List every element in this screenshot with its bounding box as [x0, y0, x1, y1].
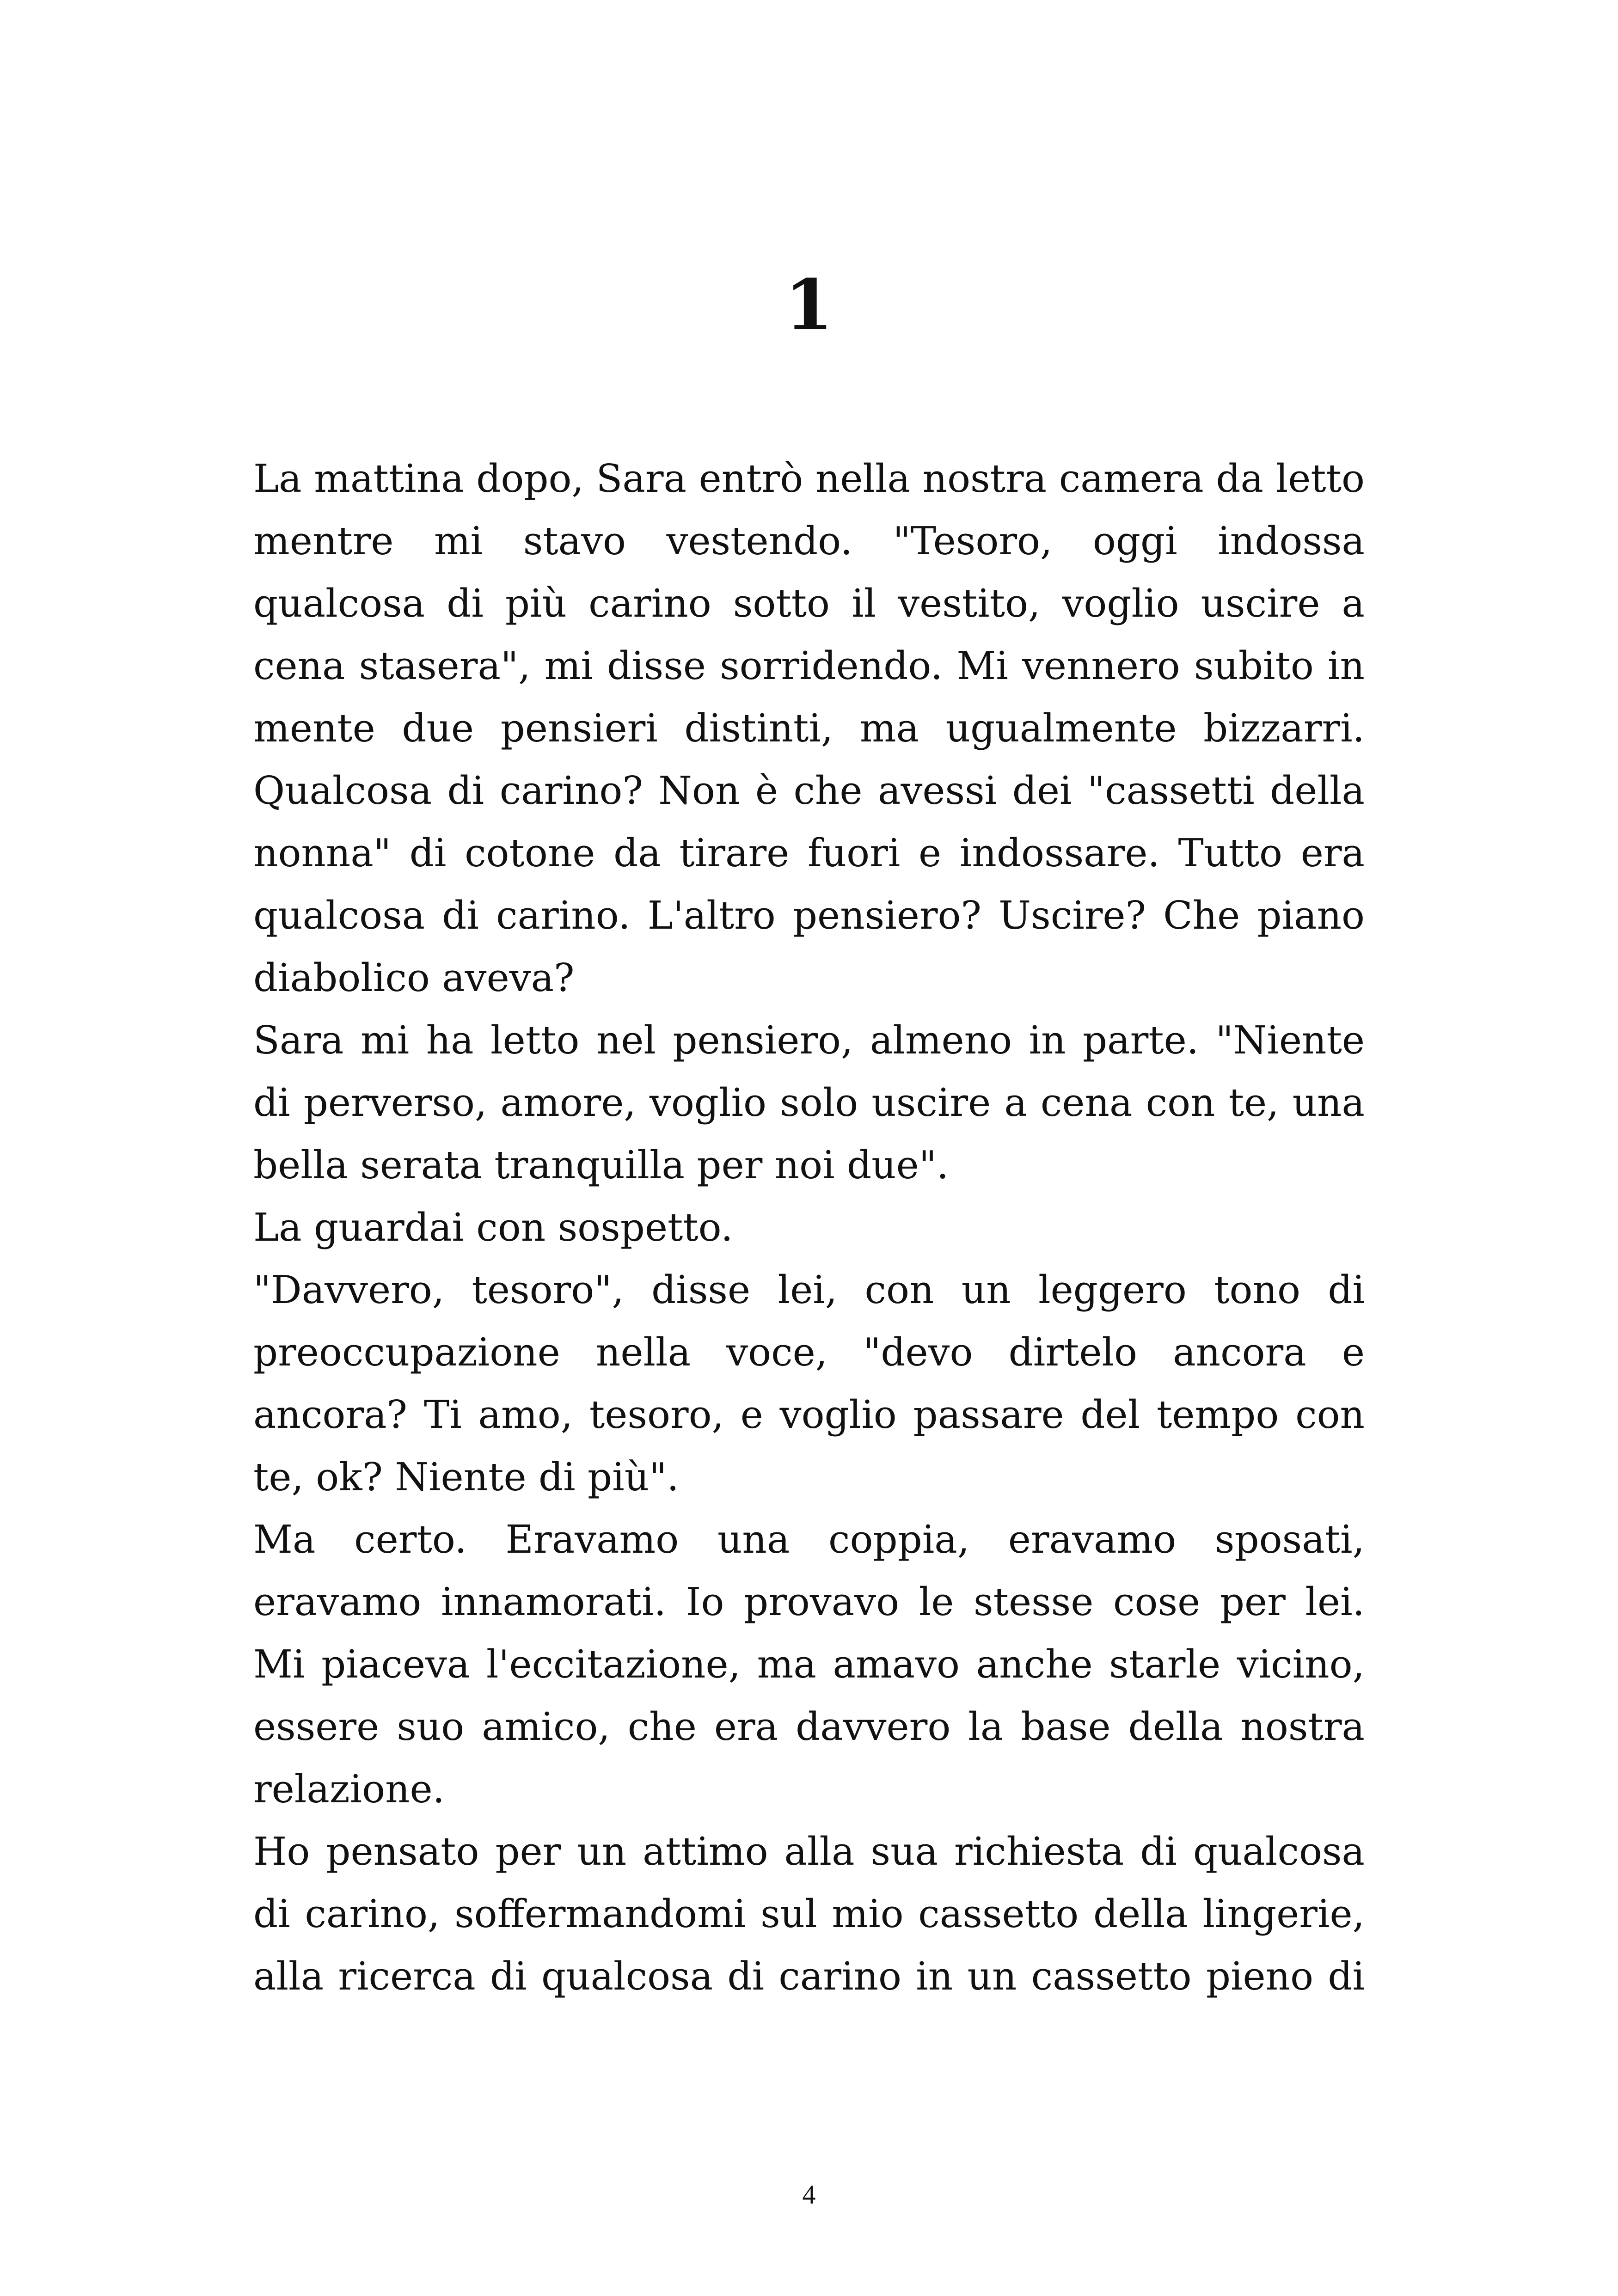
chapter-body	[253, 447, 1365, 2008]
paragraph: Ma certo. Eravamo una coppia, eravamo sposati, eravamo innamorati. Io provavo le stesse cose per lei. Mi piaceva l'eccitazione, ma amavo anche starle vicino, essere suo amico, che era davvero la base della nostra relazione.	[253, 1517, 1365, 1812]
chapter-number: 1	[784, 264, 834, 346]
paragraph: Ho pensato per un attimo alla sua richiesta di qualcosa di carino, soffermandomi sul mio cassetto della lingerie, alla ricerca di qualcosa di carino in un cassetto pieno di	[253, 1829, 1365, 1999]
paragraph: "Davvero, tesoro", disse lei, con un leggero tono di preoccupazione nella voce, "devo dirtelo ancora e ancora? Ti amo, tesoro, e voglio passare del tempo con te, ok? Niente di più".	[253, 1267, 1365, 1500]
paragraph: Sara mi ha letto nel pensiero, almeno in parte. "Niente di perverso, amore, voglio solo uscire a cena con te, una bella serata tranquilla per noi due".	[253, 1018, 1365, 1188]
paragraph: La guardai con sospetto.	[253, 1205, 733, 1250]
page-number: 4	[802, 2180, 816, 2210]
paragraph: La mattina dopo, Sara entrò nella nostra camera da letto mentre mi stavo vestendo. "Tesoro, oggi indossa qualcosa di più carino sotto il vestito, voglio uscire a cena stasera", mi disse sorridendo. Mi vennero subito in mente due pensieri distinti, ma ugualmente bizzarri. Qualcosa di carino? Non è che avessi dei "cassetti della nonna" di cotone da tirare fuori e indossare. Tutto era qualcosa di carino. L'altro pensiero? Uscire? Che piano diabolico aveva?	[253, 456, 1365, 1000]
